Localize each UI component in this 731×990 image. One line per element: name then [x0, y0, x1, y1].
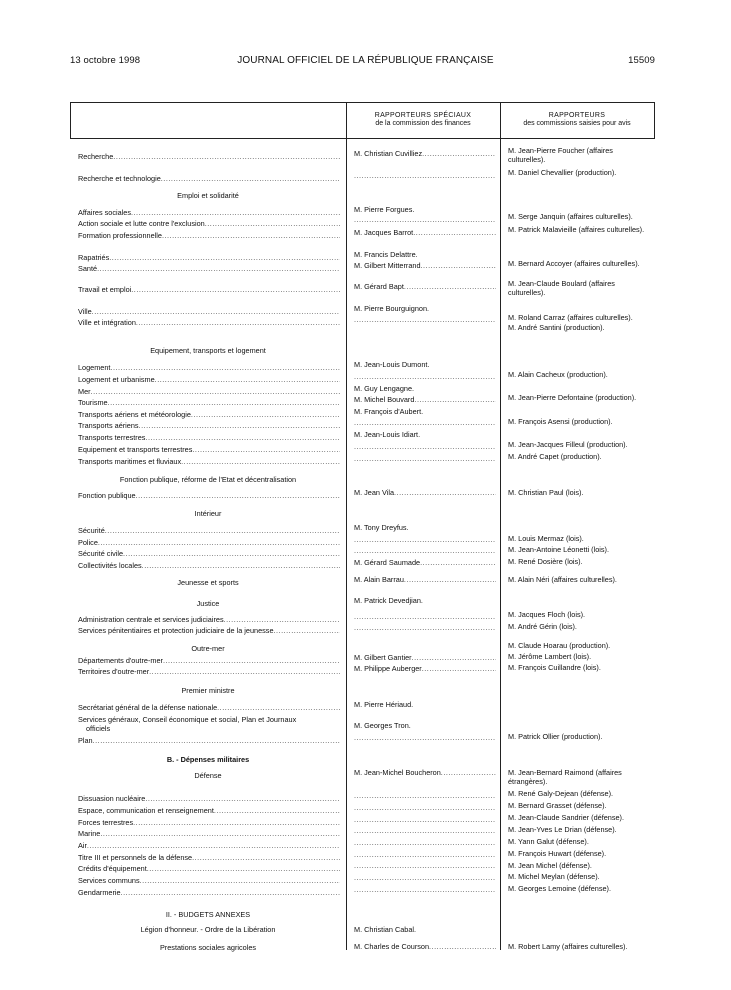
budget-row: Fonction publique ..... [78, 491, 340, 500]
budget-row: Travail et emploi ..... [78, 285, 340, 294]
table-header-divider [70, 138, 655, 139]
special-rapporteur: M. Philippe Auberger ..... [354, 664, 496, 673]
opinion-rapporteur: M. Alain Cacheux (production). [508, 370, 608, 379]
special-rapporteur-blank [354, 546, 496, 555]
budget-row: Services pénitentiaires et protection judiciaire de la jeunesse ..... [78, 626, 340, 635]
section-heading: Premier ministre [181, 686, 235, 695]
column-header-special [346, 112, 500, 128]
special-rapporteur: M. Alain Barrau ..... [354, 575, 496, 584]
special-rapporteur: M. Jean-Louis Dumont. [354, 360, 430, 369]
special-rapporteur-blank [354, 535, 496, 544]
budget-row: Services communs ..... [78, 876, 340, 885]
special-rapporteur: M. Christian Cabal. [354, 925, 417, 934]
opinion-rapporteur: M. Jean-Claude Boulard (affaires culturelles). [508, 279, 615, 297]
budget-row: Santé ..... [78, 264, 340, 273]
budget-row: Sécurité ..... [78, 526, 340, 535]
section-heading: Emploi et solidarité [177, 191, 239, 200]
opinion-rapporteur: M. Christian Paul (lois). [508, 488, 584, 497]
opinion-rapporteur: M. Alain Néri (affaires culturelles). [508, 575, 617, 584]
column-header-special-title: RAPPORTEURS SPÉCIAUX [374, 112, 472, 119]
budget-row: Crédits d'équipement ..... [78, 864, 340, 873]
special-rapporteur: M. Tony Dreyfus. [354, 523, 409, 532]
budget-row: Collectivités locales ..... [78, 561, 340, 570]
page-number: 15509 [628, 55, 655, 66]
opinion-rapporteur: M. Bernard Accoyer (affaires culturelles). [508, 259, 640, 268]
opinion-rapporteur: M. François Huwart (défense). [508, 849, 607, 858]
table-col-divider-1 [346, 102, 347, 950]
special-rapporteur-blank [354, 442, 496, 451]
table-left-border [70, 102, 71, 138]
budget-row: Mer ..... [78, 387, 340, 396]
special-rapporteur-blank [354, 171, 496, 180]
special-rapporteur: M. Jean-Louis Idiart. [354, 430, 421, 439]
section-heading: Fonction publique, réforme de l'Etat et décentralisation [119, 475, 297, 484]
budget-row: Action sociale et lutte contre l'exclusion ..... [78, 219, 340, 228]
special-rapporteur-blank [354, 815, 496, 824]
section-heading: Equipement, transports et logement [150, 346, 266, 355]
opinion-rapporteur: M. François Cuillandre (lois). [508, 663, 601, 672]
budget-row: Rapatriés ..... [78, 253, 340, 262]
special-rapporteur-blank [354, 623, 496, 632]
section-heading: Intérieur [194, 509, 222, 518]
budget-row: Police ..... [78, 538, 340, 547]
budget-row: Affaires sociales ..... [78, 208, 340, 217]
special-rapporteur: M. Guy Lengagne. [354, 384, 415, 393]
special-rapporteur: M. Pierre Forgues. [354, 205, 415, 214]
budget-row: Formation professionnelle ..... [78, 231, 340, 240]
special-rapporteur: M. Jean-Michel Boucheron ..... [354, 768, 496, 777]
section-heading: Outre-mer [191, 644, 225, 653]
budget-row: Dissuasion nucléaire ..... [78, 794, 340, 803]
special-rapporteur: M. Jean Vila ..... [354, 488, 496, 497]
special-rapporteur: M. Gérard Bapt ..... [354, 282, 496, 291]
section-heading: Défense [194, 771, 222, 780]
budget-row: Gendarmerie ..... [78, 888, 340, 897]
special-rapporteur-blank [354, 418, 496, 427]
special-rapporteur-blank [354, 885, 496, 894]
section-heading-label: Jeunesse et sports [177, 578, 239, 587]
special-rapporteur-blank [354, 803, 496, 812]
opinion-rapporteur: M. Jean Michel (défense). [508, 861, 592, 870]
special-rapporteur: M. Georges Tron. [354, 721, 411, 730]
budget-row: Marine ..... [78, 829, 340, 838]
column-header-special-subtitle: de la commission des finances [375, 120, 471, 127]
budget-row: Transports aériens et météorologie ..... [78, 410, 340, 419]
budget-row: Titre III et personnels de la défense ..... [78, 853, 340, 862]
column-header-opinion-title: RAPPORTEURS [548, 112, 606, 119]
opinion-rapporteur: M. Jean-Pierre Defontaine (production). [508, 393, 637, 402]
budget-row: Ville ..... [78, 307, 340, 316]
opinion-rapporteur: M. Jérôme Lambert (lois). [508, 652, 592, 661]
opinion-rapporteur: M. Jean-Claude Sandrier (défense). [508, 813, 624, 822]
special-rapporteur: M. Charles de Courson ..... [354, 942, 496, 951]
budget-row: Transports aériens ..... [78, 421, 340, 430]
special-rapporteur: M. François d'Aubert. [354, 407, 424, 416]
special-rapporteur: M. Michel Bouvard ..... [354, 395, 496, 404]
opinion-rapporteur: M. Roland Carraz (affaires culturelles). [508, 313, 633, 322]
header-date: 13 octobre 1998 [70, 55, 141, 66]
section-heading [70, 578, 346, 587]
budget-row: Secrétariat général de la défense nationale ..... [78, 703, 340, 712]
section-heading: Légion d'honneur. - Ordre de la Libération [140, 925, 276, 934]
budget-row-continued: officiels [86, 724, 111, 733]
budget-row: Espace, communication et renseignement ..... [78, 806, 340, 815]
budget-row: Forces terrestres ..... [78, 818, 340, 827]
opinion-rapporteur: M. Robert Lamy (affaires culturelles). [508, 942, 628, 951]
special-rapporteur: M. Patrick Devedjian. [354, 596, 423, 605]
special-rapporteur: M. Pierre Bourguignon. [354, 304, 430, 313]
budget-row: Recherche ..... [78, 152, 340, 161]
special-rapporteur-blank [354, 861, 496, 870]
special-rapporteur-blank [354, 454, 496, 463]
budget-row: Départements d'outre-mer ..... [78, 656, 340, 665]
budget-row: Transports maritimes et fluviaux ..... [78, 457, 340, 466]
special-rapporteur: M. Pierre Hériaud. [354, 700, 414, 709]
special-rapporteur-blank [354, 733, 496, 742]
special-rapporteur: M. Gilbert Gantier ..... [354, 653, 496, 662]
section-heading: Justice [196, 599, 220, 608]
special-rapporteur-blank [354, 612, 496, 621]
table-col-divider-2 [500, 102, 501, 950]
budget-row: Equipement et transports terrestres ..... [78, 445, 340, 454]
opinion-rapporteur: M. Claude Hoarau (production). [508, 641, 611, 650]
opinion-rapporteur: M. Yann Galut (défense). [508, 837, 589, 846]
budget-row: Tourisme ..... [78, 398, 340, 407]
section-heading: II. - BUDGETS ANNEXES [165, 910, 251, 919]
budget-row: Plan ..... [78, 736, 340, 745]
opinion-rapporteur: M. Patrick Ollier (production). [508, 732, 603, 741]
opinion-rapporteur: M. Michel Meylan (défense). [508, 872, 600, 881]
budget-row: Administration centrale et services judiciaires ..... [78, 615, 340, 624]
opinion-rapporteur: M. André Santini (production). [508, 323, 605, 332]
table-top-border [70, 102, 655, 103]
budget-row: Services généraux, Conseil économique et social, Plan et Journaux [78, 715, 297, 724]
budget-row: Logement et urbanisme ..... [78, 375, 340, 384]
opinion-rapporteur: M. René Galy-Dejean (défense). [508, 789, 614, 798]
budget-row: Transports terrestres ..... [78, 433, 340, 442]
budget-row: Sécurité civile ..... [78, 549, 340, 558]
special-rapporteur: M. Francis Delattre. [354, 250, 418, 259]
special-rapporteur-blank [354, 826, 496, 835]
special-rapporteur-blank [354, 372, 496, 381]
special-rapporteur: M. Jacques Barrot ..... [354, 228, 496, 237]
opinion-rapporteur: M. Bernard Grasset (défense). [508, 801, 607, 810]
header-title: JOURNAL OFFICIEL DE LA RÉPUBLIQUE FRANÇAISE [237, 55, 494, 66]
budget-row: Ville et intégration ..... [78, 318, 340, 327]
special-rapporteur: M. Gérard Saumade ..... [354, 558, 496, 567]
table-right-border [654, 102, 655, 138]
opinion-rapporteur: M. Jean-Bernard Raimond (affaires étrangères). [508, 768, 622, 786]
special-rapporteur-blank [354, 791, 496, 800]
special-rapporteur-blank [354, 850, 496, 859]
opinion-rapporteur: M. Serge Janquin (affaires culturelles). [508, 212, 633, 221]
opinion-rapporteur: M. Georges Lemoine (défense). [508, 884, 612, 893]
opinion-rapporteur: M. François Asensi (production). [508, 417, 613, 426]
opinion-rapporteur: M. Jean-Pierre Foucher (affaires culturelles). [508, 146, 613, 164]
column-header-opinion-subtitle: des commissions saisies pour avis [523, 120, 631, 127]
section-heading: B. - Dépenses militaires [166, 755, 250, 764]
opinion-rapporteur: M. Jean-Jacques Filleul (production). [508, 440, 628, 449]
opinion-rapporteur: M. René Dosière (lois). [508, 557, 583, 566]
budget-row: Logement ..... [78, 363, 340, 372]
budget-row: Air ..... [78, 841, 340, 850]
budget-row: Recherche et technologie ..... [78, 174, 340, 183]
opinion-rapporteur: M. Jean-Yves Le Drian (défense). [508, 825, 617, 834]
opinion-rapporteur: M. André Capet (production). [508, 452, 602, 461]
special-rapporteur: M. Gilbert Mitterrand ..... [354, 261, 496, 270]
opinion-rapporteur: M. Jean-Antoine Léonetti (lois). [508, 545, 609, 554]
special-rapporteur: M. Christian Cuvilliez ..... [354, 149, 496, 158]
special-rapporteur-blank [354, 315, 496, 324]
opinion-rapporteur: M. Louis Mermaz (lois). [508, 534, 584, 543]
special-rapporteur-blank [354, 838, 496, 847]
opinion-rapporteur: M. André Gérin (lois). [508, 622, 577, 631]
special-rapporteur-blank [354, 873, 496, 882]
opinion-rapporteur: M. Jacques Floch (lois). [508, 610, 586, 619]
budget-row: Territoires d'outre-mer ..... [78, 667, 340, 676]
section-heading: Prestations sociales agricoles [159, 943, 257, 952]
column-header-opinion [500, 112, 654, 128]
opinion-rapporteur: M. Daniel Chevallier (production). [508, 168, 617, 177]
special-rapporteur-blank [354, 215, 496, 224]
opinion-rapporteur: M. Patrick Malavieille (affaires culturelles). [508, 225, 645, 234]
